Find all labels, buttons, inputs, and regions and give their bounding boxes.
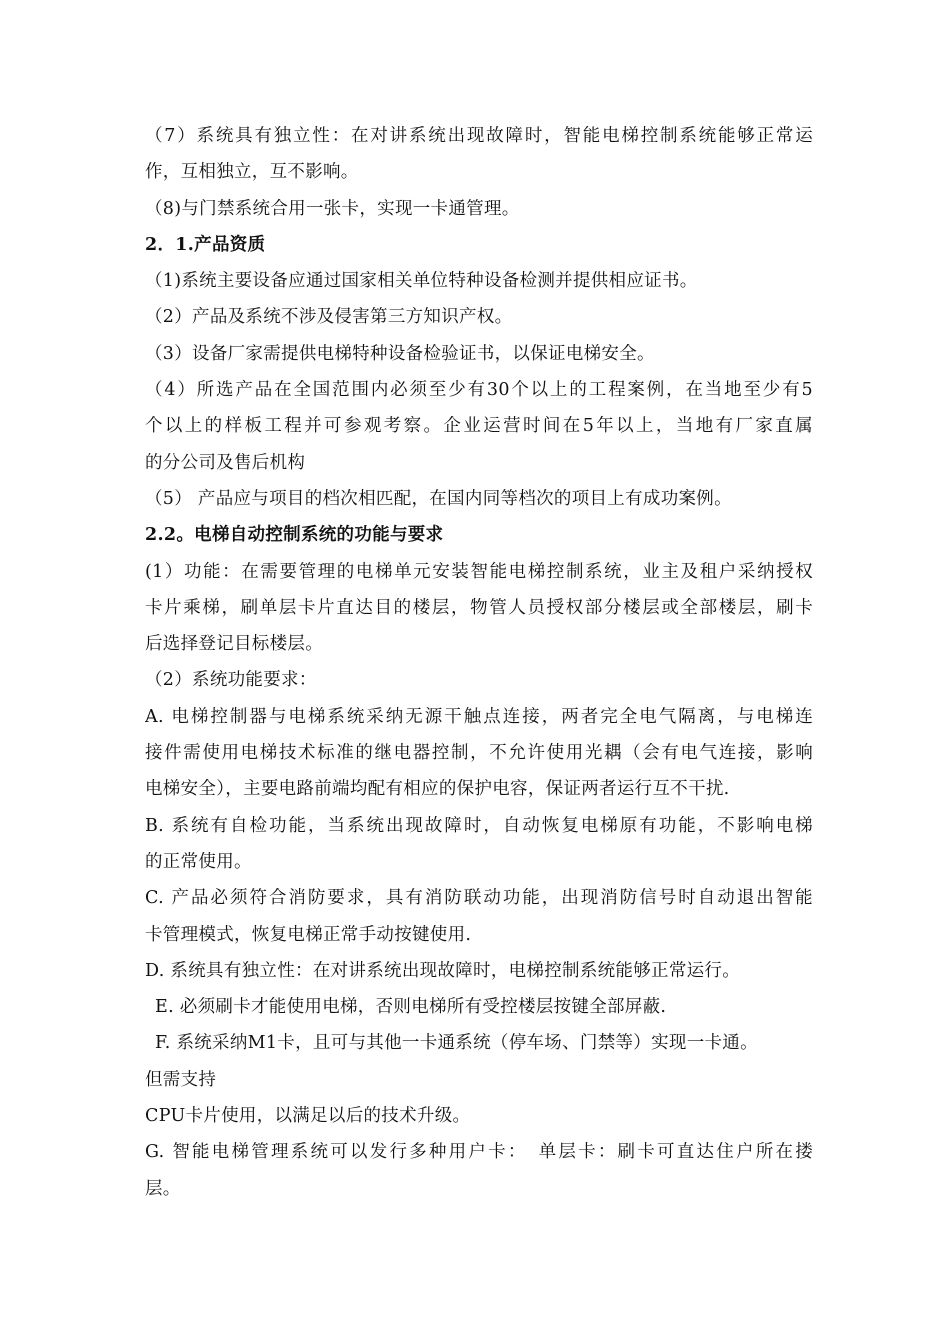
text-line: （8)与门禁系统合用一张卡，实现一卡通管理。: [145, 198, 520, 219]
text-line: （2）产品及系统不涉及侵害第三方知识产权。: [145, 307, 513, 328]
section-heading: 2．1.产品资质: [145, 234, 266, 255]
text-line: （7）系统具有独立性：在对讲系统出现故障时，智能电梯控制系统能够正常运: [145, 126, 813, 146]
text-line: A. 电梯控制器与电梯系统采纳无源干触点连接，两者完全电气隔离，与电梯连: [145, 706, 813, 727]
text-line: 卡管理模式，恢复电梯正常手动按键使用.: [145, 924, 472, 945]
text-line: 层。: [145, 1178, 181, 1199]
text-line: 但需支持: [145, 1069, 217, 1090]
text-line: (1）功能：在需要管理的电梯单元安装智能电梯控制系统，业主及租户采纳授权: [145, 561, 813, 582]
text-line: （1)系统主要设备应通过国家相关单位特种设备检测并提供相应证书。: [145, 271, 698, 292]
text-line: CPU卡片使用，以满足以后的技术升级。: [145, 1106, 471, 1127]
text-line: 个以上的样板工程并可参观考察。企业运营时间在5年以上，当地有厂家直属: [145, 416, 813, 437]
text-line: E. 必须刷卡才能使用电梯，否则电梯所有受控楼层按键全部屏蔽.: [155, 997, 667, 1018]
text-line: 接件需使用电梯技术标准的继电器控制，不允许使用光耦（会有电气连接，影响: [145, 743, 813, 764]
text-line: （3）设备厂家需提供电梯特种设备检验证书，以保证电梯安全。: [145, 343, 655, 364]
text-line: 卡片乘梯，刷单层卡片直达目的楼层，物管人员授权部分楼层或全部楼层，刷卡: [145, 597, 813, 618]
document-body: [145, 118, 813, 1207]
section-heading: 2.2。电梯自动控制系统的功能与要求: [145, 525, 444, 546]
text-line: 后选择登记目标楼层。: [145, 634, 323, 655]
text-line: F. 系统采纳M1卡，且可与其他一卡通系统（停车场、门禁等）实现一卡通。: [155, 1033, 758, 1054]
text-line: G. 智能电梯管理系统可以发行多种用户卡： 单层卡：刷卡可直达住户所在搂: [145, 1142, 813, 1163]
text-line: 作，互相独立，互不影响。: [145, 162, 359, 183]
text-line: C. 产品必须符合消防要求，具有消防联动功能，出现消防信号时自动退出智能: [145, 888, 813, 909]
text-line: 的分公司及售后机构: [145, 452, 306, 473]
text-line: 的正常使用。: [145, 851, 252, 872]
text-line: （5） 产品应与项目的档次相匹配，在国内同等档次的项目上有成功案例。: [145, 488, 732, 509]
text-line: B. 系统有自检功能，当系统出现故障时，自动恢复电梯原有功能，不影响电梯: [145, 815, 813, 836]
text-line: （2）系统功能要求：: [145, 670, 317, 691]
text-line: D. 系统具有独立性：在对讲系统出现故障时，电梯控制系统能够正常运行。: [145, 960, 741, 981]
text-line: 电梯安全），主要电路前端均配有相应的保护电容，保证两者运行互不干扰.: [145, 779, 730, 800]
text-line: （4）所选产品在全国范围内必须至少有30个以上的工程案例，在当地至少有5: [145, 380, 813, 401]
